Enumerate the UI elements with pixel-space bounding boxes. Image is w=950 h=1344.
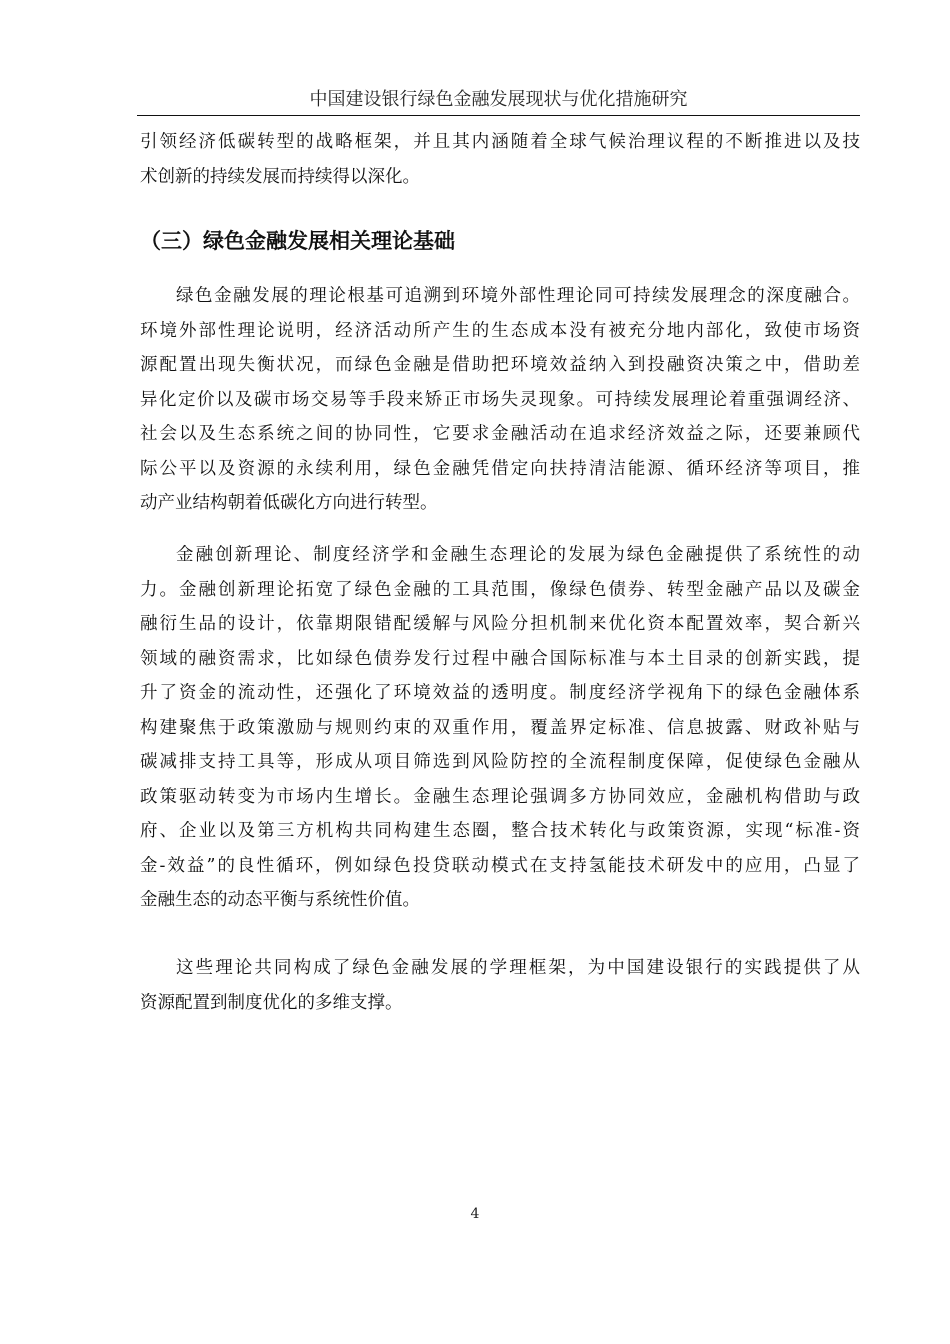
section-heading: （三）绿色金融发展相关理论基础 (140, 229, 455, 253)
text-line: 际公平以及资源的永续利用，绿色金融凭借定向扶持清洁能源、循环经济等项目，推 (140, 458, 860, 479)
text-line: 这些理论共同构成了绿色金融发展的学理框架，为中国建设银行的实践提供了从 (176, 958, 860, 978)
text-line: 异化定价以及碳市场交易等手段来矫正市场失灵现象。可持续发展理论着重强调经济、 (140, 389, 860, 410)
text-line: 府、企业以及第三方机构共同构建生态圈，整合技术转化与政策资源，实现“标准-资 (140, 821, 860, 841)
intro-paragraph (140, 125, 860, 194)
text-line: 升了资金的流动性，还强化了环境效益的透明度。制度经济学视角下的绿色金融体系 (140, 683, 860, 703)
text-line: 引领经济低碳转型的战略框架，并且其内涵随着全球气候治理议程的不断推进以及技 (140, 132, 860, 152)
text-line: 构建聚焦于政策激励与规则约束的双重作用，覆盖界定标准、信息披露、财政补贴与 (140, 717, 860, 738)
page-header-title: 中国建设银行绿色金融发展现状与优化措施研究 (309, 89, 688, 110)
text-line: 领域的融资需求，比如绿色债券发行过程中融合国际标准与本土目录的创新实践，提 (140, 648, 860, 669)
text-line: 力。金融创新理论拓宽了绿色金融的工具范围，像绿色债券、转型金融产品以及碳金 (140, 579, 860, 600)
text-line: 金-效益”的良性循环，例如绿色投贷联动模式在支持氢能技术研发中的应用，凸显了 (140, 855, 860, 876)
text-line: 融衍生品的设计，依靠期限错配缓解与风险分担机制来优化资本配置效率，契合新兴 (140, 614, 860, 634)
text-line: 绿色金融发展的理论根基可追溯到环境外部性理论同可持续发展理念的深度融合。 (176, 286, 860, 306)
page-number: 4 (470, 1206, 480, 1222)
page-header (137, 88, 860, 116)
paragraph-theory-roots (140, 279, 860, 521)
text-line: 政策驱动转变为市场内生增长。金融生态理论强调多方协同效应，金融机构借助与政 (140, 786, 860, 807)
text-line: 术创新的持续发展而持续得以深化。 (140, 166, 420, 187)
text-line: 源配置出现失衡状况，而绿色金融是借助把环境效益纳入到投融资决策之中，借助差 (140, 355, 860, 375)
text-line: 环境外部性理论说明，经济活动所产生的生态成本没有被充分地内部化，致使市场资 (140, 320, 860, 341)
text-line: 金融生态的动态平衡与系统性价值。 (140, 890, 420, 910)
text-line: 碳减排支持工具等，形成从项目筛选到风险防控的全流程制度保障，促使绿色金融从 (140, 752, 860, 772)
text-line: 金融创新理论、制度经济学和金融生态理论的发展为绿色金融提供了系统性的动 (176, 545, 860, 565)
paragraph-conclusion (140, 951, 860, 1020)
text-line: 资源配置到制度优化的多维支撑。 (140, 992, 403, 1013)
text-line: 社会以及生态系统之间的协同性，它要求金融活动在追求经济效益之际，还要兼顾代 (140, 424, 860, 444)
paragraph-innovation-theory (140, 538, 860, 918)
text-line: 动产业结构朝着低碳化方向进行转型。 (140, 493, 438, 513)
